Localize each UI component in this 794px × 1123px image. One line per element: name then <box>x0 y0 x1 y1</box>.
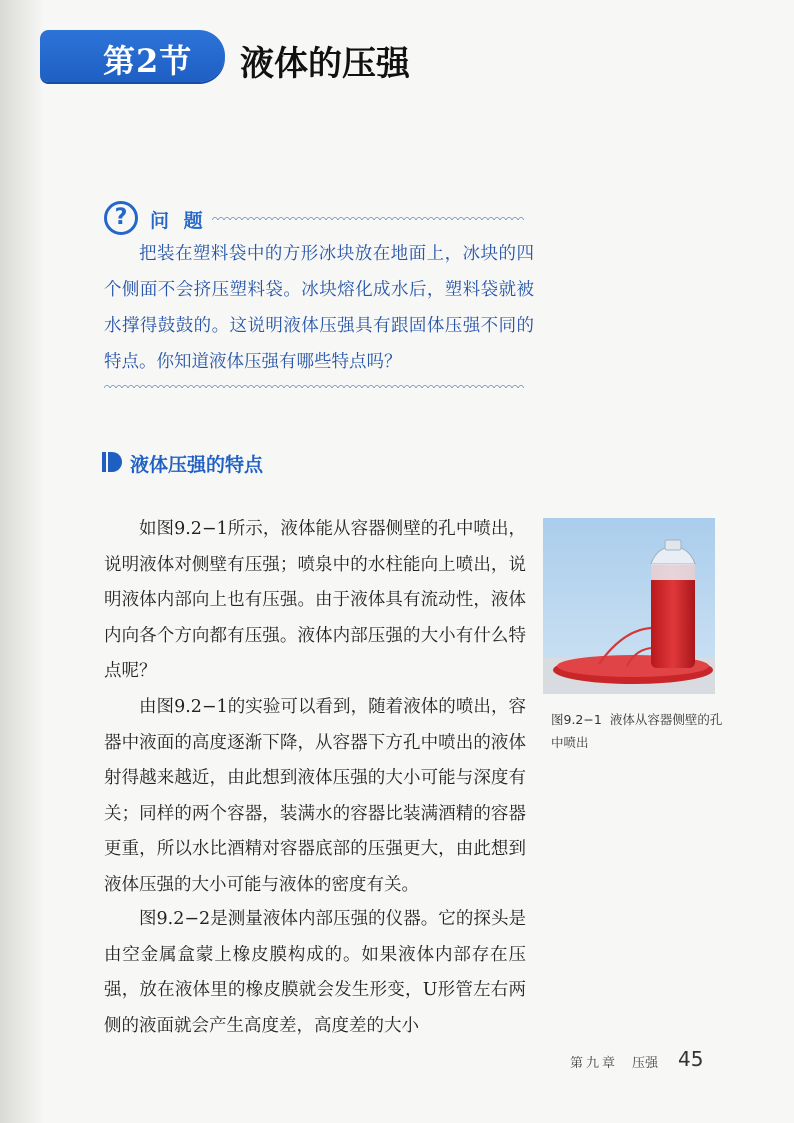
section-label: 第2节 <box>103 42 193 80</box>
question-circle-icon: ? <box>104 201 138 235</box>
question-text: 把装在塑料袋中的方形冰块放在地面上，冰块的四个侧面不会挤压塑料袋。冰块熔化成水后，塑料袋就被水撑得鼓鼓的。这说明液体压强具有跟固体压强不同的特点。你知道液体压强有哪些特点吗？ <box>104 244 534 372</box>
footer-chapter-number: 第九章 <box>570 1056 619 1071</box>
paragraph-2: 由图9.2−1的实验可以看到，随着液体的喷出，容器中液面的高度逐渐下降，从容器下方孔中喷出的液体射得越来越近，由此想到液体压强的大小可能与深度有关；同样的两个容器，装满水的容器比装满酒精的容器更重，所以水比酒精对容器底部的压强更大，由此想到液体压强的大小可能与液体的密度有关。 <box>104 697 526 895</box>
section-marker-icon <box>102 451 122 473</box>
question-bottom-divider <box>104 382 524 388</box>
page-number: 45 <box>678 1047 704 1071</box>
figure-photo <box>543 518 715 694</box>
question-label: 问 题 <box>150 210 207 232</box>
subsection-title: 液体压强的特点 <box>130 454 264 476</box>
paragraph-1: 如图9.2−1所示，液体能从容器侧壁的孔中喷出，说明液体对侧壁有压强；喷泉中的水柱能向上喷出，说明液体内部向上也有压强。由于液体具有流动性，液体内向各个方向都有压强。液体内部压强的大小有什么特点呢？ <box>104 519 526 681</box>
paragraph-3: 图9.2−2是测量液体内部压强的仪器。它的探头是由空金属盒蒙上橡皮膜构成的。如果液体内部存在压强，放在液体里的橡皮膜就会发生形变，U形管左右两侧的液面就会产生高度差，高度差的大小 <box>104 909 526 1036</box>
footer-chapter-title: 压强 <box>632 1056 659 1071</box>
section-title: 液体的压强 <box>240 44 410 84</box>
question-top-divider <box>212 214 524 220</box>
figure-caption <box>551 708 726 754</box>
footer-chapter <box>570 1052 658 1071</box>
figure-number: 图9.2−1 <box>551 712 602 727</box>
figure-caption-text: 液体从容器侧壁的孔中喷出 <box>551 712 723 750</box>
page-binding-shadow <box>0 0 44 1123</box>
